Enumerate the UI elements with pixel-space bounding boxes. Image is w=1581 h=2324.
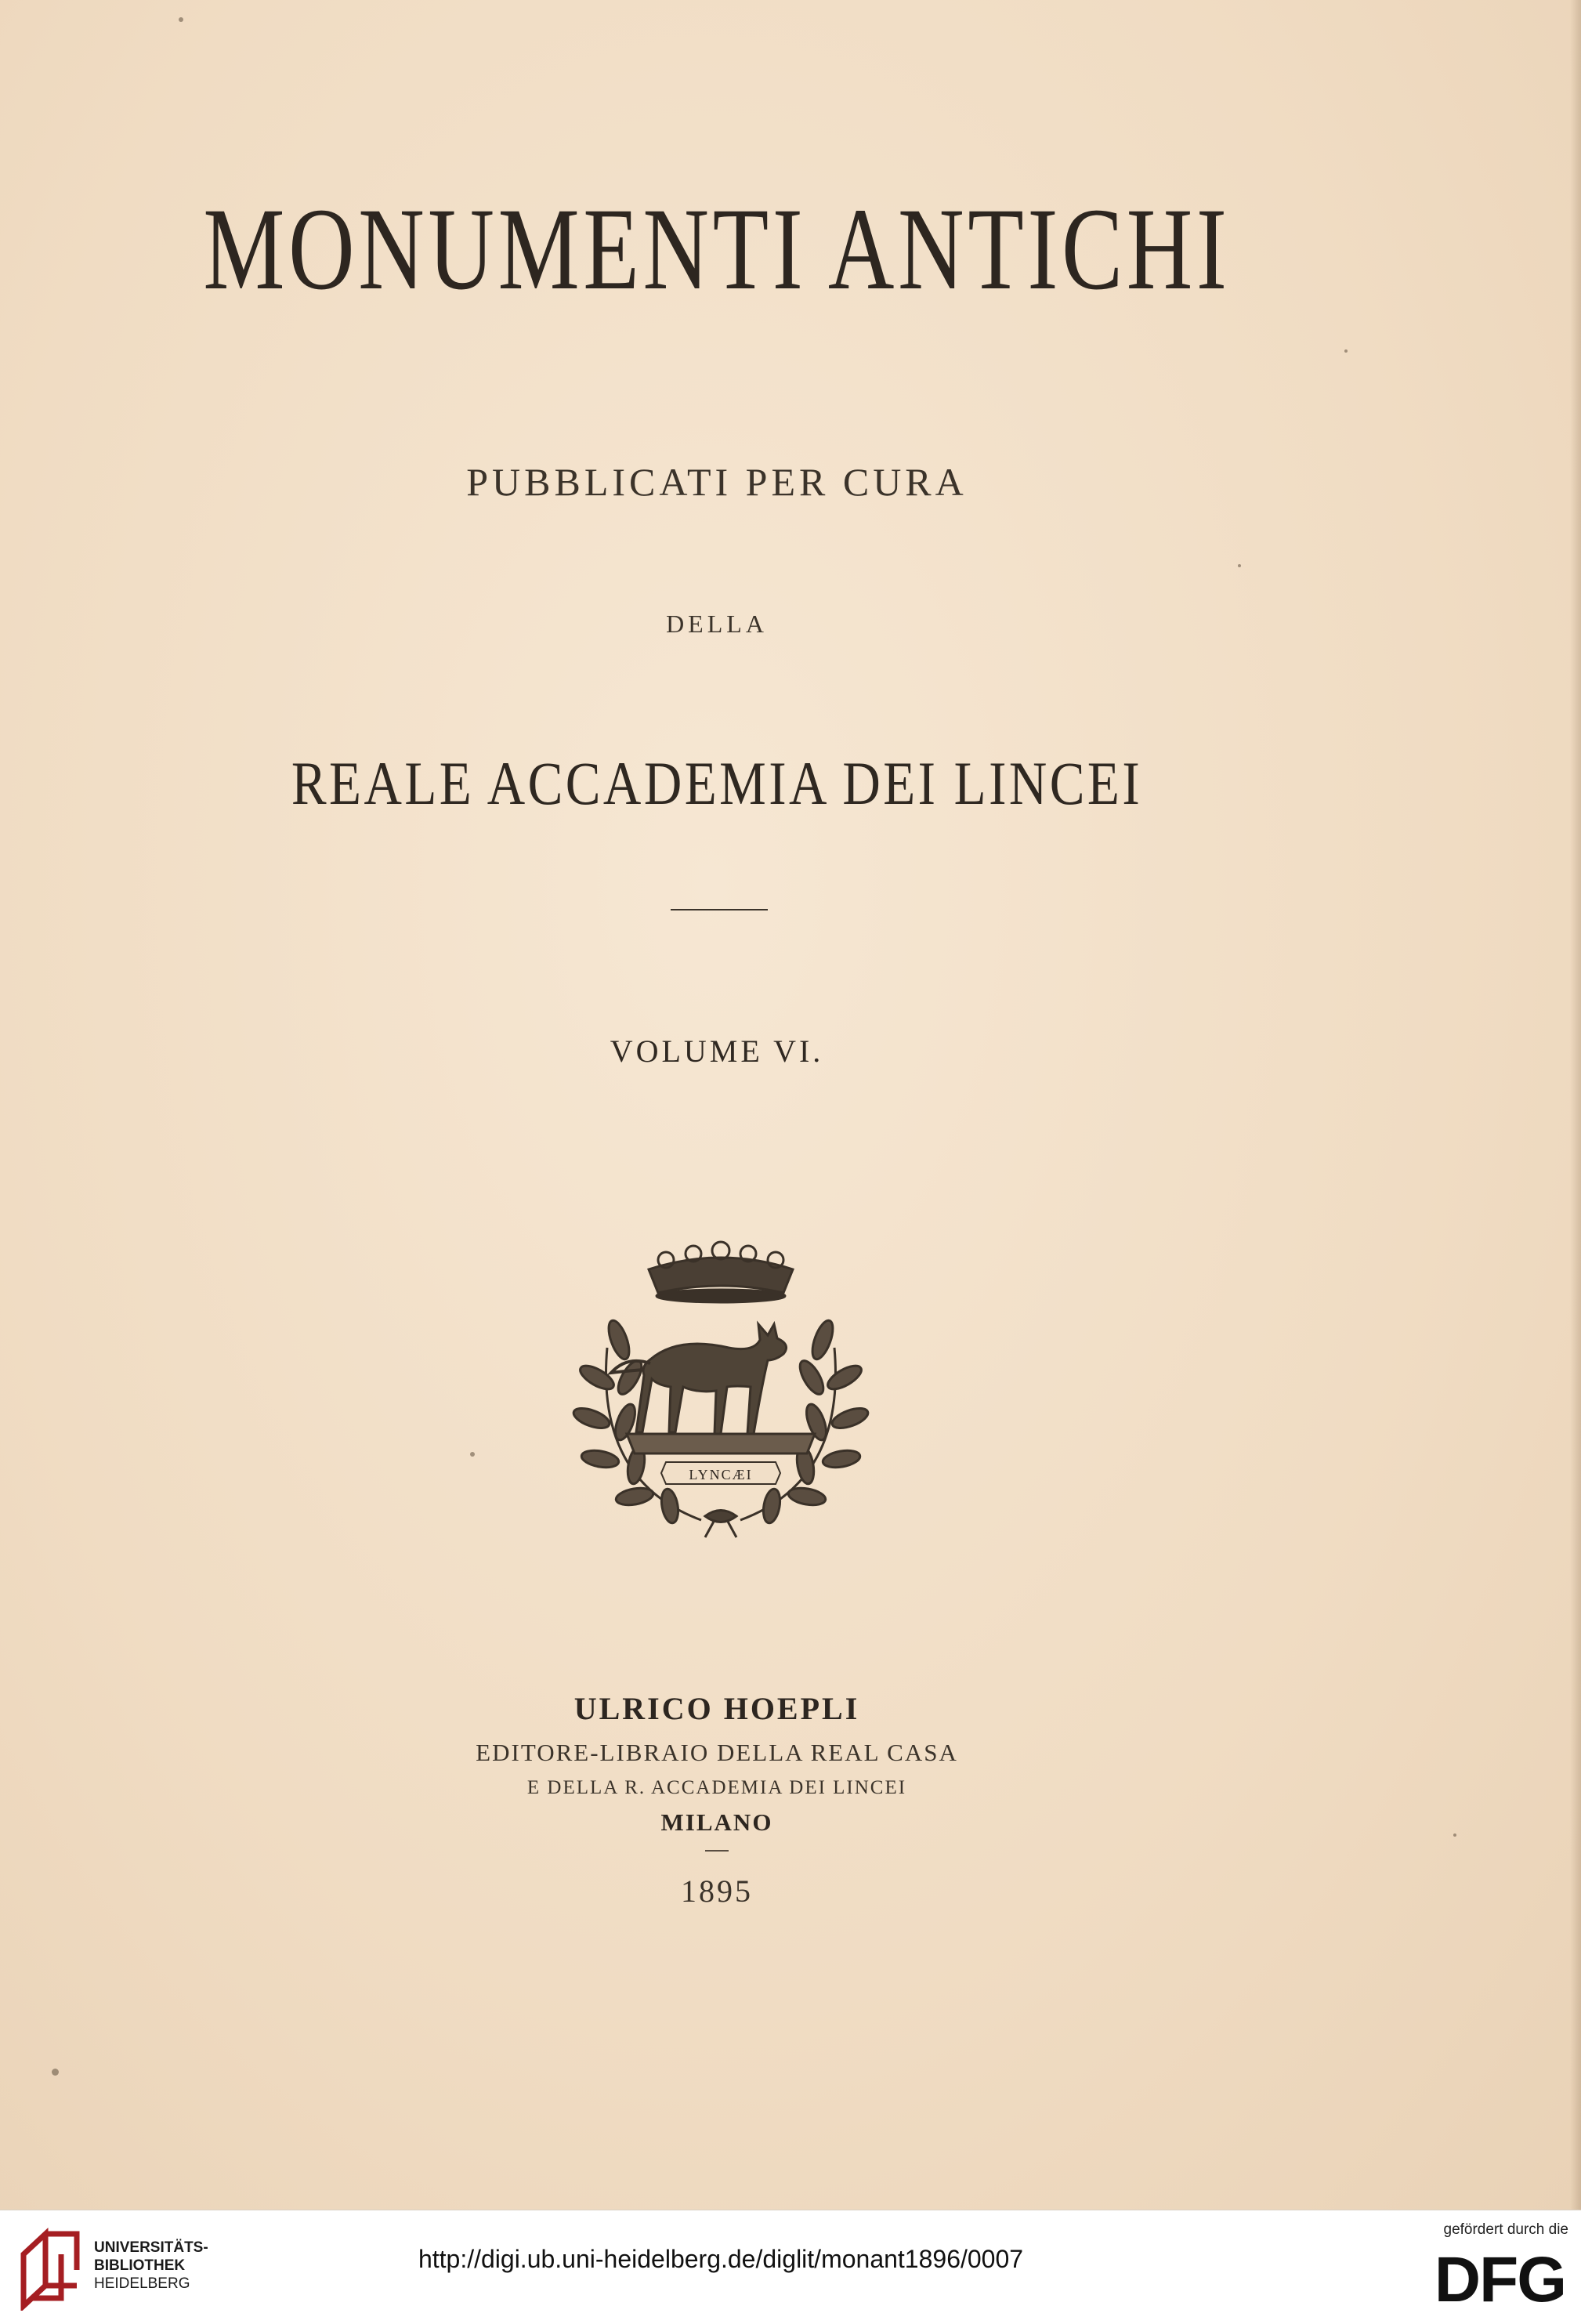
permalink-url[interactable]: http://digi.ub.uni-heidelberg.de/diglit/monant1896/0007 [418, 2245, 1024, 2273]
ground-plinth-icon [627, 1434, 815, 1453]
paper-speck [52, 2069, 59, 2076]
ub-name-line-2: BIBLIOTHEK [94, 2257, 186, 2274]
title-divider [671, 909, 768, 910]
subtitle-published-by: PUBBLICATI PER CURA [466, 460, 968, 504]
emblem-motto: LYNCÆI [689, 1467, 753, 1482]
book-title: MONUMENTI ANTICHI [203, 184, 1231, 314]
publisher-city: MILANO [660, 1808, 773, 1836]
crown-icon [649, 1242, 793, 1302]
academy-name: REALE ACCADEMIA DEI LINCEI [291, 749, 1143, 817]
paper-speck [1453, 1833, 1456, 1837]
paper-speck [470, 1452, 475, 1457]
ub-name-line-1: UNIVERSITÄTS- [94, 2239, 208, 2256]
ub-name-line-3: HEIDELBERG [94, 2275, 190, 2292]
dfg-logo-icon[interactable] [1405, 2246, 1569, 2309]
viewer-footer [0, 2210, 1581, 2324]
year-divider [705, 1850, 729, 1852]
paper-speck [1344, 349, 1348, 353]
page-edge-shadow [1570, 0, 1581, 2210]
publisher-name: ULRICO HOEPLI [573, 1691, 860, 1726]
dfg-logo-text: DFG [1434, 2246, 1565, 2309]
funded-by-label: gefördert durch die [1443, 2221, 1568, 2238]
publication-year: 1895 [681, 1873, 753, 1909]
subtitle-della: DELLA [666, 610, 768, 638]
publisher-line-1: EDITORE-LIBRAIO DELLA REAL CASA [476, 1739, 958, 1766]
paper-speck [1238, 564, 1241, 567]
volume-number: VOLUME VI. [610, 1033, 824, 1069]
lynx-crest-emblem-icon [548, 1199, 893, 1544]
publisher-line-2: E DELLA R. ACCADEMIA DEI LINCEI [526, 1777, 907, 1798]
ribbon-bow-icon [705, 1511, 736, 1522]
paper-speck [179, 17, 183, 22]
